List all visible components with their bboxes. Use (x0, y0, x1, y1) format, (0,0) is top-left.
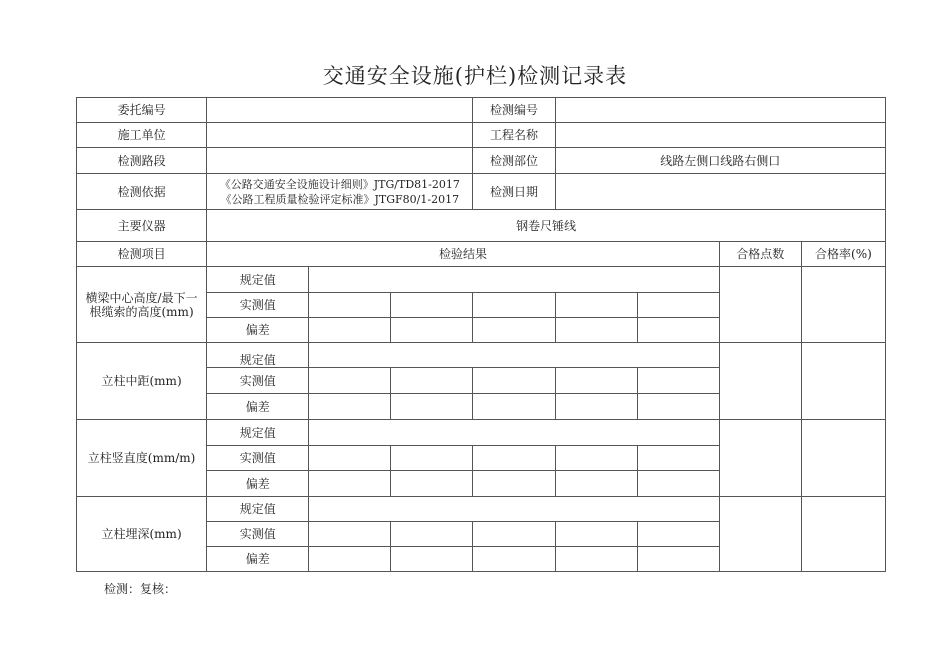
item-1-spec-row (77, 267, 886, 293)
measured-cell[interactable] (309, 522, 391, 547)
col-result-header: 检验结果 (207, 242, 720, 267)
row-section (77, 148, 886, 174)
deviation-cell[interactable] (391, 318, 473, 343)
part-label: 检测部位 (473, 148, 555, 174)
measured-cell[interactable] (391, 446, 473, 471)
part-value[interactable]: 线路左侧口线路右侧口 (555, 148, 885, 174)
item-4-name: 立柱埋深(mm) (77, 497, 207, 572)
deviation-cell[interactable] (555, 471, 637, 497)
measured-cell[interactable] (309, 446, 391, 471)
project-name-label: 工程名称 (473, 123, 555, 148)
spec-value-cell[interactable] (309, 420, 720, 446)
measured-label: 实测值 (207, 293, 309, 318)
measured-cell[interactable] (637, 522, 719, 547)
basis-label: 检测依据 (77, 174, 207, 210)
measured-label: 实测值 (207, 446, 309, 471)
measured-cell[interactable] (555, 293, 637, 318)
measured-cell[interactable] (555, 522, 637, 547)
row-basis (77, 174, 886, 210)
spec-label: 规定值 (207, 267, 309, 293)
measured-label: 实测值 (207, 522, 309, 547)
measured-cell[interactable] (309, 293, 391, 318)
deviation-label: 偏差 (207, 547, 309, 572)
basis-line-2: 《公路工程质量检验评定标准》JTGF80/1-2017 (220, 192, 460, 206)
deviation-cell[interactable] (637, 547, 719, 572)
col-item-header: 检测项目 (77, 242, 207, 267)
deviation-cell[interactable] (637, 394, 719, 420)
item-2-spec-row (77, 343, 886, 368)
pass-points-cell[interactable] (719, 343, 801, 420)
deviation-cell[interactable] (473, 318, 555, 343)
deviation-label: 偏差 (207, 471, 309, 497)
deviation-cell[interactable] (555, 394, 637, 420)
deviation-cell[interactable] (309, 471, 391, 497)
measured-cell[interactable] (473, 368, 555, 394)
deviation-cell[interactable] (391, 547, 473, 572)
measured-cell[interactable] (473, 446, 555, 471)
date-field[interactable] (555, 174, 885, 210)
deviation-cell[interactable] (309, 318, 391, 343)
spec-value-cell[interactable] (309, 497, 720, 522)
instrument-label: 主要仪器 (77, 210, 207, 242)
instrument-value[interactable]: 钢卷尺锤线 (207, 210, 886, 242)
measured-cell[interactable] (391, 293, 473, 318)
measured-cell[interactable] (555, 446, 637, 471)
pass-rate-cell[interactable] (801, 267, 885, 343)
spec-value-cell[interactable] (309, 267, 720, 293)
deviation-cell[interactable] (637, 471, 719, 497)
deviation-cell[interactable] (473, 394, 555, 420)
measured-cell[interactable] (637, 293, 719, 318)
row-contractor (77, 123, 886, 148)
measured-cell[interactable] (637, 368, 719, 394)
row-client-no (77, 98, 886, 123)
col-pass-points-header: 合格点数 (719, 242, 801, 267)
basis-value (207, 174, 473, 210)
deviation-label: 偏差 (207, 318, 309, 343)
pass-rate-cell[interactable] (801, 497, 885, 572)
test-no-label: 检测编号 (473, 98, 555, 123)
client-no-field[interactable] (207, 98, 473, 123)
pass-points-cell[interactable] (719, 267, 801, 343)
measured-cell[interactable] (391, 368, 473, 394)
deviation-cell[interactable] (473, 547, 555, 572)
measured-cell[interactable] (555, 368, 637, 394)
project-name-field[interactable] (555, 123, 885, 148)
record-table (76, 97, 886, 572)
measured-label: 实测值 (207, 368, 309, 394)
date-label: 检测日期 (473, 174, 555, 210)
measured-cell[interactable] (391, 522, 473, 547)
basis-line-1: 《公路交通安全设施设计细则》JTG/TD81-2017 (219, 177, 460, 191)
deviation-cell[interactable] (391, 394, 473, 420)
pass-points-cell[interactable] (719, 497, 801, 572)
test-no-field[interactable] (555, 98, 885, 123)
item-1-name: 横梁中心高度/最下一根缆索的高度(mm) (77, 267, 207, 343)
deviation-cell[interactable] (309, 547, 391, 572)
deviation-cell[interactable] (555, 547, 637, 572)
row-instrument (77, 210, 886, 242)
measured-cell[interactable] (473, 293, 555, 318)
section-field[interactable] (207, 148, 473, 174)
contractor-field[interactable] (207, 123, 473, 148)
spec-label: 规定值 (207, 343, 309, 368)
deviation-cell[interactable] (309, 394, 391, 420)
col-pass-rate-header: 合格率(%) (801, 242, 885, 267)
signature-footer: 检测：复核： (104, 582, 177, 596)
section-label: 检测路段 (77, 148, 207, 174)
pass-rate-cell[interactable] (801, 420, 885, 497)
deviation-cell[interactable] (473, 471, 555, 497)
deviation-cell[interactable] (637, 318, 719, 343)
item-3-spec-row (77, 420, 886, 446)
item-2-name: 立柱中距(mm) (77, 343, 207, 420)
item-3-name: 立柱竖直度(mm/m) (77, 420, 207, 497)
client-no-label: 委托编号 (77, 98, 207, 123)
pass-points-cell[interactable] (719, 420, 801, 497)
deviation-label: 偏差 (207, 394, 309, 420)
page-title: 交通安全设施(护栏)检测记录表 (322, 64, 628, 88)
pass-rate-cell[interactable] (801, 343, 885, 420)
spec-label: 规定值 (207, 420, 309, 446)
measured-cell[interactable] (309, 368, 391, 394)
spec-value-cell[interactable] (309, 343, 720, 368)
deviation-cell[interactable] (555, 318, 637, 343)
row-column-headers (77, 242, 886, 267)
contractor-label: 施工单位 (77, 123, 207, 148)
spec-label: 规定值 (207, 497, 309, 522)
item-4-spec-row (77, 497, 886, 522)
measured-cell[interactable] (637, 446, 719, 471)
deviation-cell[interactable] (391, 471, 473, 497)
measured-cell[interactable] (473, 522, 555, 547)
